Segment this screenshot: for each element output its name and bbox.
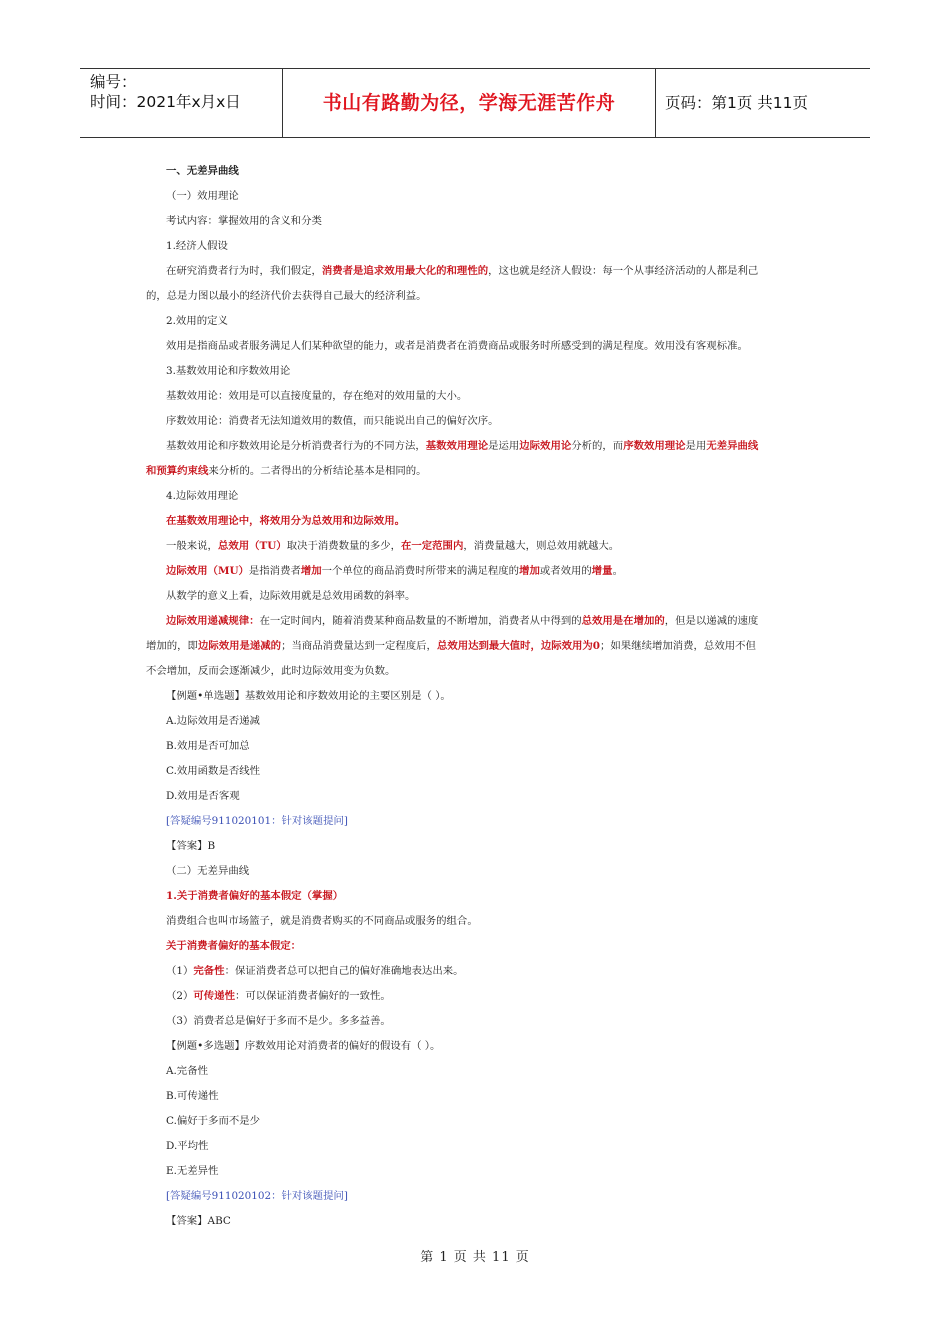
text-run: ，消费量越大，则总效用就越大。 xyxy=(463,540,620,552)
highlight-text: 边际效用是递减的 xyxy=(197,640,282,652)
highlight-text: 总效用（TU） xyxy=(217,540,287,552)
highlight-paragraph: 在基数效用理论中，将效用分为总效用和边际效用。 xyxy=(166,515,405,527)
text-run: 分析的，而 xyxy=(571,440,624,452)
paragraph-heading: 2.效用的定义 xyxy=(166,315,228,327)
option-item: D.平均性 xyxy=(166,1140,209,1152)
option-item: B.效用是否可加总 xyxy=(166,740,250,752)
motto: 书山有路勤为径，学海无涯苦作舟 xyxy=(322,92,616,114)
question-link[interactable]: [答疑编号911020102：针对该题提问] xyxy=(166,1190,348,1202)
text-run: 是用 xyxy=(685,440,707,452)
text-run: ：保证消费者总可以把自己的偏好准确地表达出来。 xyxy=(224,965,464,977)
highlight-text: 在一定范围内 xyxy=(401,540,464,552)
highlight-text: 增加 xyxy=(300,565,322,577)
option-item: C.效用函数是否线性 xyxy=(166,765,261,777)
header-meta-cell xyxy=(80,69,282,137)
page-label: 页码：第1页 共11页 xyxy=(665,94,809,112)
serial-label: 编号： xyxy=(90,73,137,91)
paragraph-continuation xyxy=(146,459,806,484)
text-run: 在一定时间内，随着消费某种商品数量的不断增加，消费者从中得到的 xyxy=(259,615,582,627)
text-run: 来分析的。二者得出的分析结论基本是相同的。 xyxy=(208,465,427,477)
document-body xyxy=(146,159,806,1234)
paragraph-heading: 关于消费者偏好的基本假定： xyxy=(166,940,302,952)
paragraph xyxy=(146,434,806,459)
highlight-text: 总效用达到最大值时，边际效用为0 xyxy=(436,640,601,652)
paragraph xyxy=(146,559,806,584)
text-run: 一般来说， xyxy=(166,540,218,552)
highlight-text: 和预算约束线 xyxy=(146,465,209,477)
paragraph-continuation: 的，总是力图以最小的经济代价去获得自己最大的经济利益。 xyxy=(146,290,427,302)
highlight-text: 无差异曲线 xyxy=(706,440,759,452)
option-item: A.完备性 xyxy=(166,1065,208,1077)
text-run: 基数效用论和序数效用论是分析消费者行为的不同方法， xyxy=(166,440,426,452)
paragraph xyxy=(146,609,806,634)
paragraph: 消费组合也叫市场篮子，就是消费者购买的不同商品或服务的组合。 xyxy=(166,915,478,927)
text-run: 一个单位的商品消费时所带来的满足程度的 xyxy=(321,565,520,577)
highlight-text: 边际效用（MU） xyxy=(166,565,249,577)
text-run: 或者效用的 xyxy=(539,565,592,577)
highlight-text: 序数效用理论 xyxy=(623,440,686,452)
paragraph xyxy=(146,259,806,284)
text-run: （1） xyxy=(166,965,194,977)
highlight-text: 完备性 xyxy=(193,965,225,977)
text-run: 在研究消费者行为时，我们假定， xyxy=(166,265,322,277)
list-item xyxy=(146,959,806,984)
subsection-title: （一）效用理论 xyxy=(166,190,239,202)
text-run: ；如果继续增加消费，总效用不但 xyxy=(600,640,756,652)
highlight-text: 边际效用论 xyxy=(519,440,572,452)
option-item: A.边际效用是否递减 xyxy=(166,715,260,727)
highlight-text: 边际效用递减规律： xyxy=(166,615,260,627)
paragraph-heading: 1.关于消费者偏好的基本假定（掌握） xyxy=(166,890,344,902)
list-item: （3）消费者总是偏好于多而不是少。多多益善。 xyxy=(166,1015,391,1027)
highlight-text: 基数效用理论 xyxy=(425,440,489,452)
paragraph: 效用是指商品或者服务满足人们某种欲望的能力，或者是消费者在消费商品或服务时所感受到的满足程度。效用没有客观标准。 xyxy=(166,340,748,352)
text-run: 增加的，即 xyxy=(146,640,198,652)
date-label: 时间：2021年x月x日 xyxy=(90,93,241,111)
header-motto-cell xyxy=(282,69,656,137)
highlight-text: 可传递性 xyxy=(193,990,235,1002)
answer: 【答案】B xyxy=(166,840,216,852)
option-item: E.无差异性 xyxy=(166,1165,219,1177)
text-run: 是指消费者 xyxy=(248,565,301,577)
subsection-title: （二）无差异曲线 xyxy=(166,865,250,877)
option-item: D.效用是否客观 xyxy=(166,790,240,802)
paragraph xyxy=(146,534,806,559)
paragraph-continuation: 不会增加，反而会逐渐减少，此时边际效用变为负数。 xyxy=(146,665,396,677)
text-run: ，但是以递减的速度 xyxy=(664,615,759,627)
paragraph: 基数效用论：效用是可以直接度量的，存在绝对的效用量的大小。 xyxy=(166,390,468,402)
text-run: ：可以保证消费者偏好的一致性。 xyxy=(234,990,391,1002)
paragraph-heading: 3.基数效用论和序数效用论 xyxy=(166,365,291,377)
highlight-text: 增加 xyxy=(519,565,540,577)
example-question: 【例题•多选题】序数效用论对消费者的偏好的假设有（ ）。 xyxy=(166,1040,441,1052)
paragraph-heading: 1.经济人假设 xyxy=(166,240,228,252)
paragraph-continuation xyxy=(146,634,806,659)
highlight-text: 消费者是追求效用最大化的和理性的 xyxy=(321,265,489,277)
header-table xyxy=(80,68,870,138)
header-page-cell xyxy=(655,69,870,137)
paragraph: 从数学的意义上看，边际效用就是总效用函数的斜率。 xyxy=(166,590,416,602)
text-run: 。 xyxy=(612,565,623,577)
exam-content: 考试内容：掌握效用的含义和分类 xyxy=(166,215,322,227)
text-run: ；当商品消费量达到一定程度后， xyxy=(281,640,437,652)
text-run: 取决于消费数量的多少， xyxy=(286,540,401,552)
text-run: ，这也就是经济人假设：每一个从事经济活动的人都是利己 xyxy=(488,265,759,277)
highlight-text: 总效用是在增加的 xyxy=(581,615,665,627)
answer: 【答案】ABC xyxy=(166,1215,231,1227)
section-title: 一、无差异曲线 xyxy=(166,165,239,177)
list-item xyxy=(146,984,806,1009)
option-item: B.可传递性 xyxy=(166,1090,219,1102)
paragraph-heading: 4.边际效用理论 xyxy=(166,490,239,502)
text-run: 是运用 xyxy=(488,440,520,452)
paragraph: 序数效用论：消费者无法知道效用的数值，而只能说出自己的偏好次序。 xyxy=(166,415,499,427)
highlight-text: 增量 xyxy=(591,565,613,577)
page-footer: 第 1 页 共 11 页 xyxy=(420,1250,530,1265)
question-link[interactable]: [答疑编号911020101：针对该题提问] xyxy=(166,815,348,827)
text-run: （2） xyxy=(166,990,194,1002)
example-question: 【例题•单选题】基数效用论和序数效用论的主要区别是（ ）。 xyxy=(166,690,451,702)
option-item: C.偏好于多而不是少 xyxy=(166,1115,261,1127)
